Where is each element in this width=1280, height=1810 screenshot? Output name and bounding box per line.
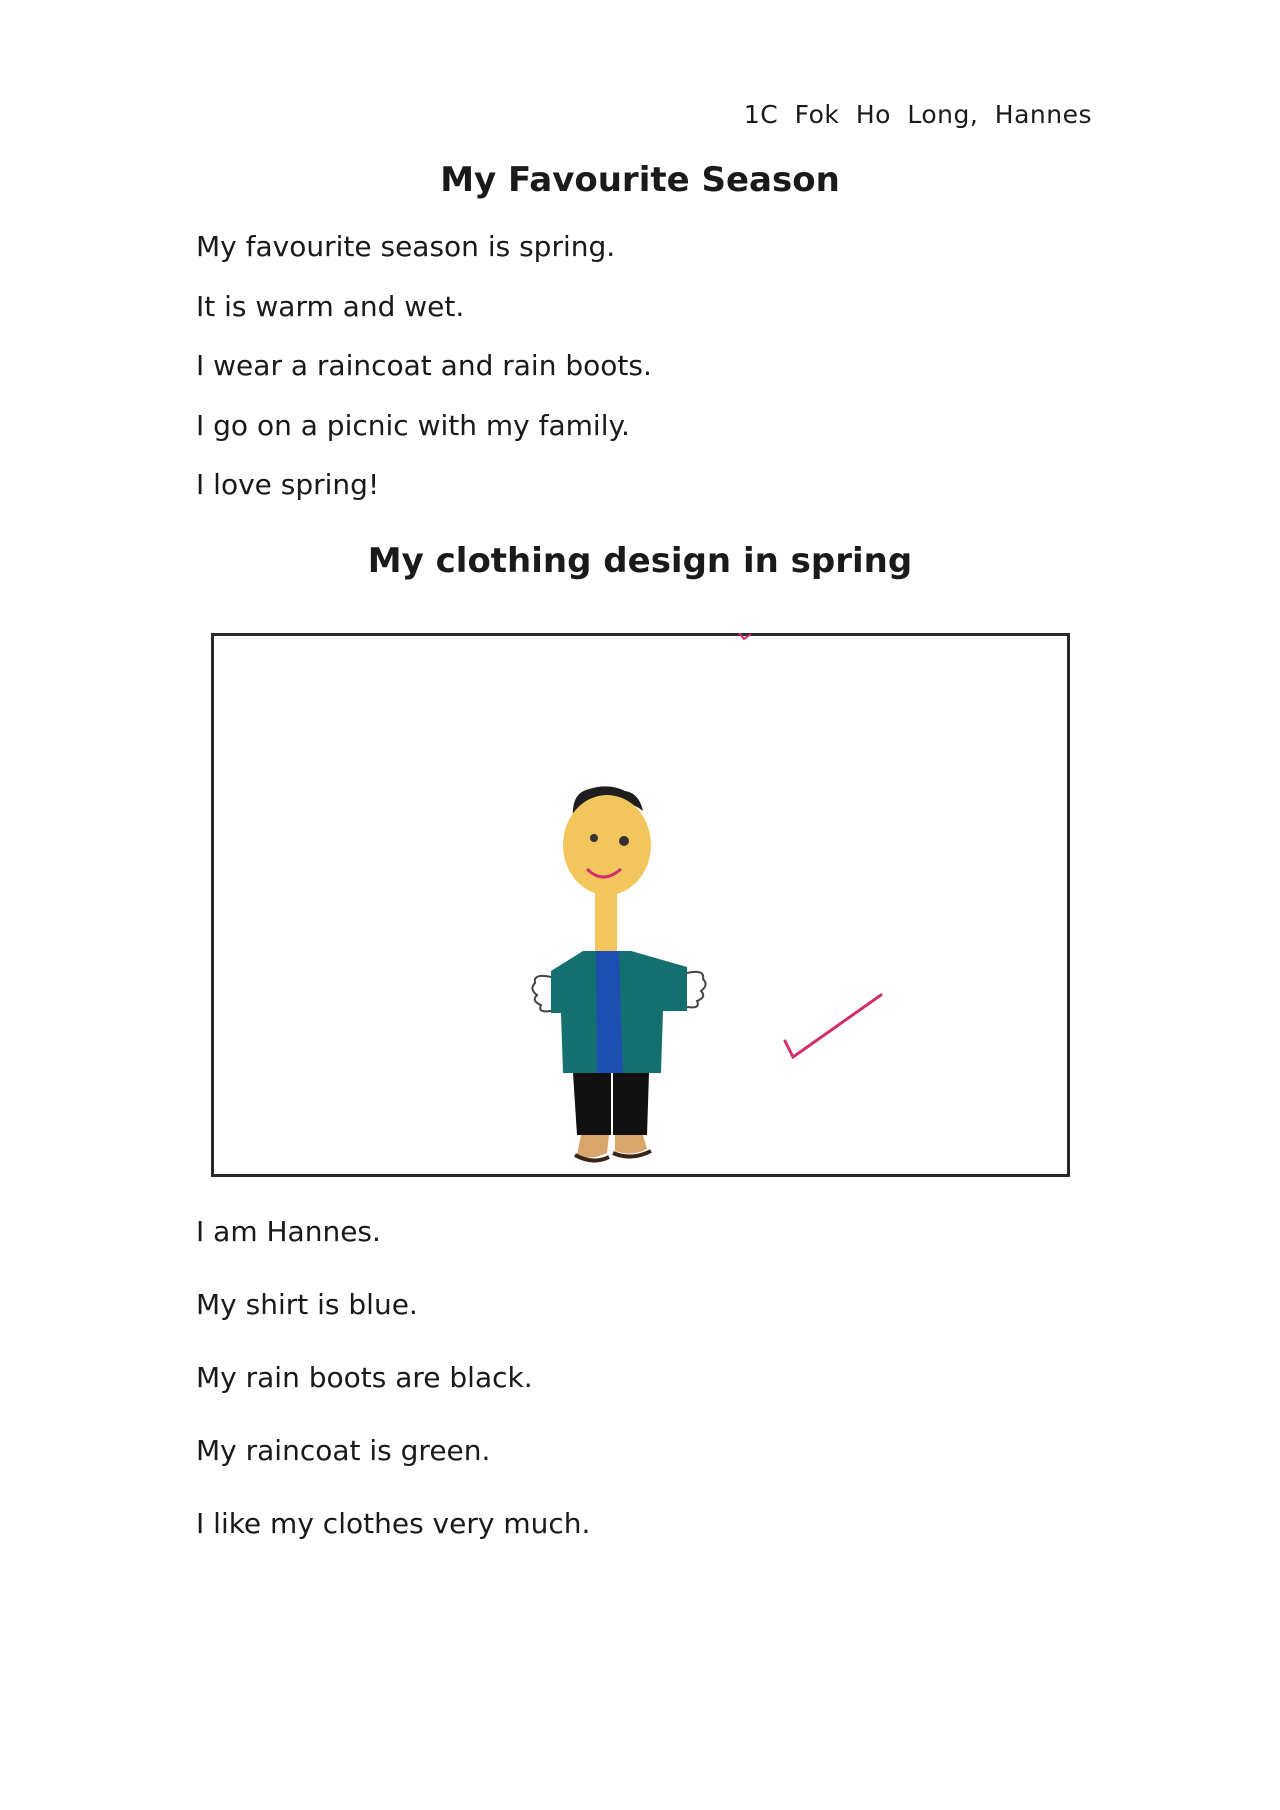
right-boot <box>613 1073 649 1135</box>
check-mark-icon <box>785 995 881 1057</box>
neck <box>595 891 617 951</box>
right-eye <box>619 836 629 846</box>
left-boot <box>573 1073 611 1135</box>
author-name: 1C Fok Ho Long, Hannes <box>743 100 1092 129</box>
left-foot <box>577 1135 609 1158</box>
paragraph-line: My rain boots are black. <box>196 1361 533 1394</box>
child-drawing <box>211 633 1070 1177</box>
right-hand <box>687 972 706 1008</box>
left-hand <box>532 976 551 1012</box>
section-title: My clothing design in spring <box>367 541 913 581</box>
paragraph-line: I like my clothes very much. <box>196 1507 591 1540</box>
paragraph-line: I love spring! <box>196 468 380 501</box>
small-tick-mark <box>739 633 751 639</box>
paragraph-line: My raincoat is green. <box>196 1434 491 1467</box>
paragraph-line: It is warm and wet. <box>196 290 465 323</box>
face <box>563 795 651 895</box>
shirt <box>596 951 623 1073</box>
paragraph-line: My shirt is blue. <box>196 1288 418 1321</box>
page-title: My Favourite Season <box>440 160 840 200</box>
left-eye <box>590 834 598 842</box>
paragraph-line: I am Hannes. <box>196 1215 381 1248</box>
paragraph-line: My favourite season is spring. <box>196 230 616 263</box>
paragraph-line: I wear a raincoat and rain boots. <box>196 349 652 382</box>
right-foot <box>615 1135 647 1154</box>
paragraph-line: I go on a picnic with my family. <box>196 409 630 442</box>
drawing-frame <box>211 633 1070 1177</box>
